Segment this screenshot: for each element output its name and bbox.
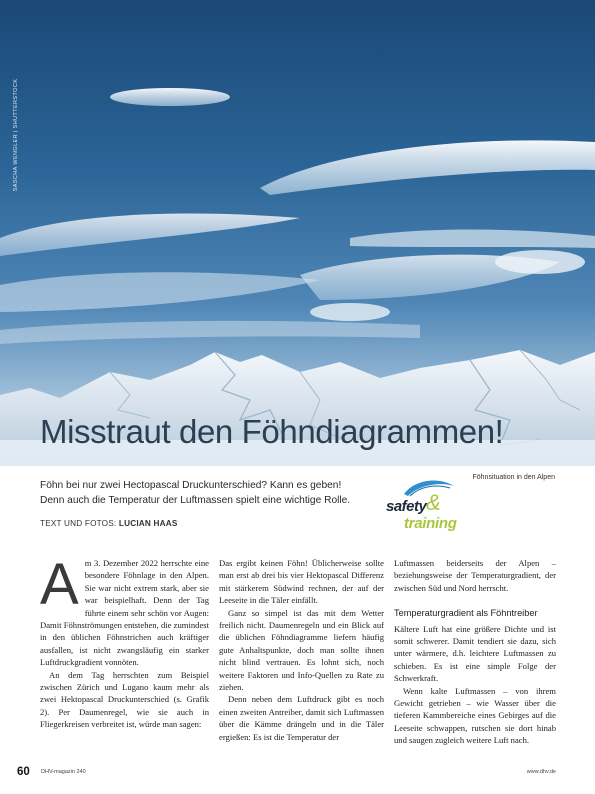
photo-credit-text: SASCHA WENGLER | SHUTTERSTOCK <box>13 78 19 192</box>
photo-caption: Föhnsituation in den Alpen <box>472 474 555 481</box>
logo-word-training: training <box>404 515 457 532</box>
byline-prefix: TEXT UND FOTOS: <box>40 519 117 528</box>
paragraph: Ganz so simpel ist das mit dem Wetter freilich nicht. Daumenregeln und ein Blick auf die üblichen Föhndiagramme liefern häufig gute Anhaltspunkte, doch man sollte ihnen nicht blind vertrauen. Es lohnt sich, noch weitere Faktoren und Info-Quellen zu Rate zu ziehen. <box>219 607 384 693</box>
website-url: www.dhv.de <box>526 769 556 775</box>
paragraph: Kältere Luft hat eine größere Dichte und ist somit schwerer. Damit tendiert sie dazu, sich unter wärmere, d.h. leichtere Luftmassen zu schieben. Es ist eine simple Folge der Schwerkraft. <box>394 623 556 684</box>
body-column-1 <box>40 552 209 731</box>
paragraph-text: m 3. Dezember 2022 herrschte eine besondere Föhnlage in den Alpen. Sie war nicht extrem stark, aber sie war beispielhaft. Denn der Tag führte einem sehr schön vor Augen: Damit Föhnströmungen entstehen, die zumindest in den üblichen Föhnstrichen auch kräftiger ausfallen, ist nicht zwangsläufig ein starker Luftdruckgradient vonnöten. <box>40 558 209 668</box>
section-subhead: Temperaturgradient als Föhntreiber <box>394 608 538 619</box>
paragraph: Das ergibt keinen Föhn! Üblicherweise sollte man erst ab drei bis vier Hektopascal Differenz mit stärkerem Südwind rechnen, der auf der Leeseite in die Täler einfällt. <box>219 558 384 606</box>
body-column-2 <box>219 557 384 743</box>
paragraph <box>40 552 209 669</box>
byline <box>40 519 178 528</box>
paragraph: Luftmassen beiderseits der Alpen – beziehungsweise der Temperaturgradient, der zwischen Süd und Nord herrscht. <box>394 558 556 593</box>
drop-cap: A <box>40 552 79 617</box>
byline-author: LUCIAN HAAS <box>118 519 178 528</box>
page-number: 60 <box>17 766 30 778</box>
paragraph: Wenn kalte Luftmassen – von ihrem Gewicht getrieben – wie Wasser über die tieferen Kammbereiche eines Gebirges auf die Leeseite schwappen, rutschen sie dort hinab und saugen zugleich weitere Luft nach. <box>394 685 556 746</box>
paragraph: Denn neben dem Luftdruck gibt es noch einen zweiten Antreiber, damit sich Luftmassen über die Kämme drängeln und in die Täler ergießen: Es ist die Temperatur der <box>219 694 384 742</box>
article-headline: Misstraut den Föhndiagrammen! <box>40 413 504 450</box>
photo-credit <box>8 76 18 196</box>
logo-ampersand: & <box>426 490 441 515</box>
lead-line-2: Denn auch die Temperatur der Luftmassen spielt eine wichtige Rolle. <box>40 495 351 506</box>
paragraph: An dem Tag herrschten zum Beispiel zwischen Zürich und Lugano kaum mehr als zwei Hektopascal Druckunterschied (s. Grafik 2). Per Daumenregel, wie sie auch in Fliegerkreisen verbreitet ist, würde man sagen: <box>40 669 209 730</box>
magazine-issue: DHV-magazin 240 <box>41 769 86 775</box>
lead-line-1: Föhn bei nur zwei Hectopascal Druckunterschied? Kann es geben! <box>40 480 342 491</box>
logo-word-safety: safety <box>386 498 427 515</box>
lead-paragraph <box>40 478 380 508</box>
safety-training-logo <box>382 476 468 538</box>
body-column-3 <box>394 557 556 747</box>
page-footer <box>0 766 595 786</box>
